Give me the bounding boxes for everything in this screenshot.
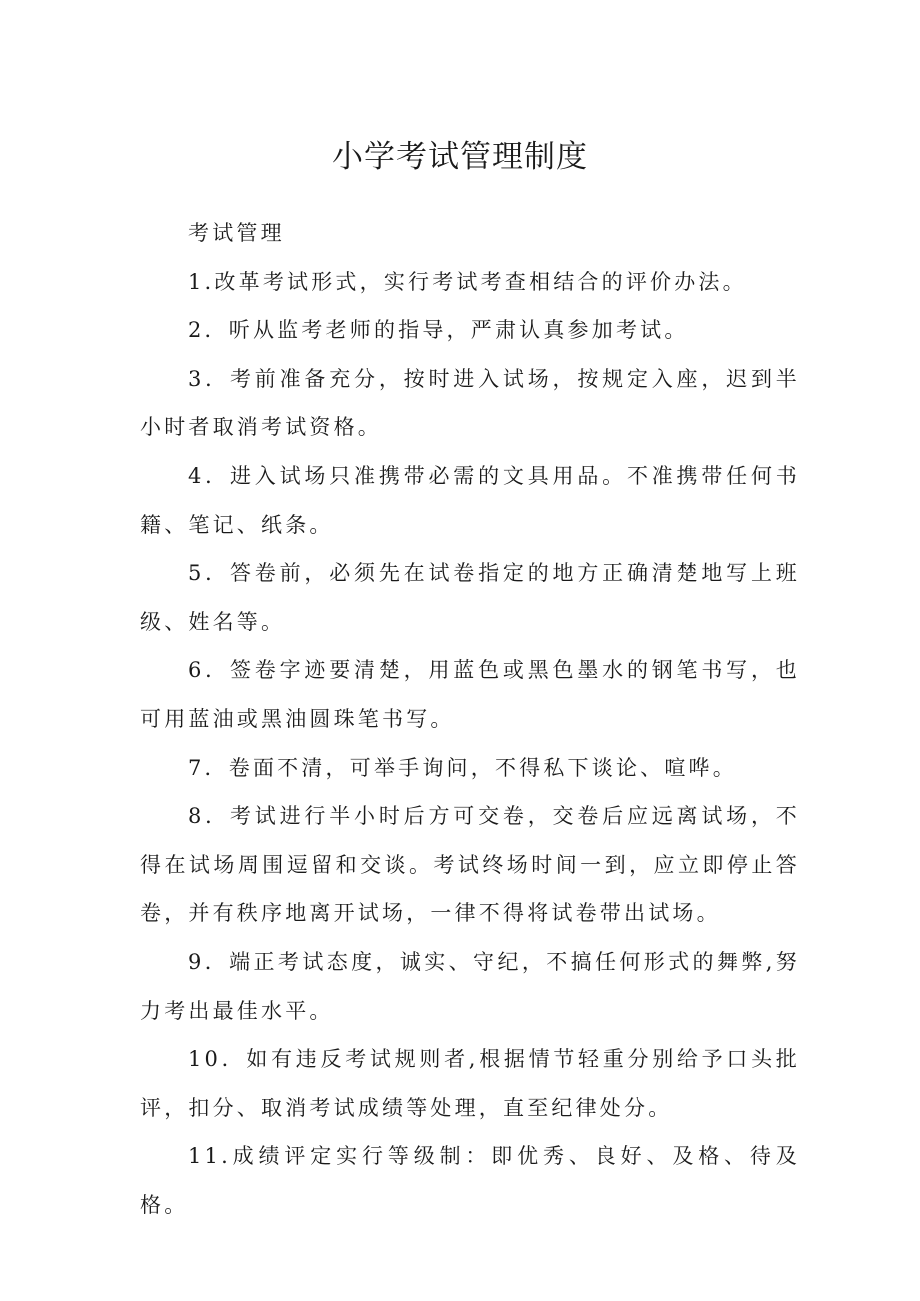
rule-item-7: 7．卷面不清，可举手询问，不得私下谈论、喧哗。 — [188, 755, 737, 780]
rule-item-8: 8．考试进行半小时后方可交卷，交卷后应远离试场，不得在试场周围逗留和交谈。考试终场时间一到，应立即停止答卷，并有秩序地离开试场，一律不得将试卷带出试场。 — [140, 804, 800, 926]
rule-item-9: 9．端正考试态度，诚实、守纪，不搞任何形式的舞弊,努力考出最佳水平。 — [140, 949, 800, 1023]
document-body — [140, 209, 800, 1229]
rule-item-11: 11.成绩评定实行等级制：即优秀、良好、及格、待及格。 — [140, 1144, 800, 1217]
rule-item-6: 6．签卷字迹要清楚，用蓝色或黑色墨水的钢笔书写，也可用蓝油或黑油圆珠笔书写。 — [140, 658, 800, 731]
rule-item-10: 10．如有违反考试规则者,根据情节轻重分别给予口头批评，扣分、取消考试成绩等处理，直至纪律处分。 — [140, 1047, 800, 1120]
rule-item-1: 1.改革考试形式，实行考试考查相结合的评价办法。 — [188, 269, 747, 294]
document-title: 小学考试管理制度 — [332, 139, 588, 175]
rule-item-4: 4．进入试场只准携带必需的文具用品。不准携带任何书籍、笔记、纸条。 — [140, 463, 800, 537]
rule-item-3: 3．考前准备充分，按时进入试场，按规定入座，迟到半小时者取消考试资格。 — [140, 366, 800, 440]
rule-item-2: 2．听从监考老师的指导，严肃认真参加考试。 — [188, 318, 689, 343]
section-heading: 考试管理 — [188, 221, 285, 245]
rule-item-5: 5．答卷前，必须先在试卷指定的地方正确清楚地写上班级、姓名等。 — [140, 561, 800, 634]
